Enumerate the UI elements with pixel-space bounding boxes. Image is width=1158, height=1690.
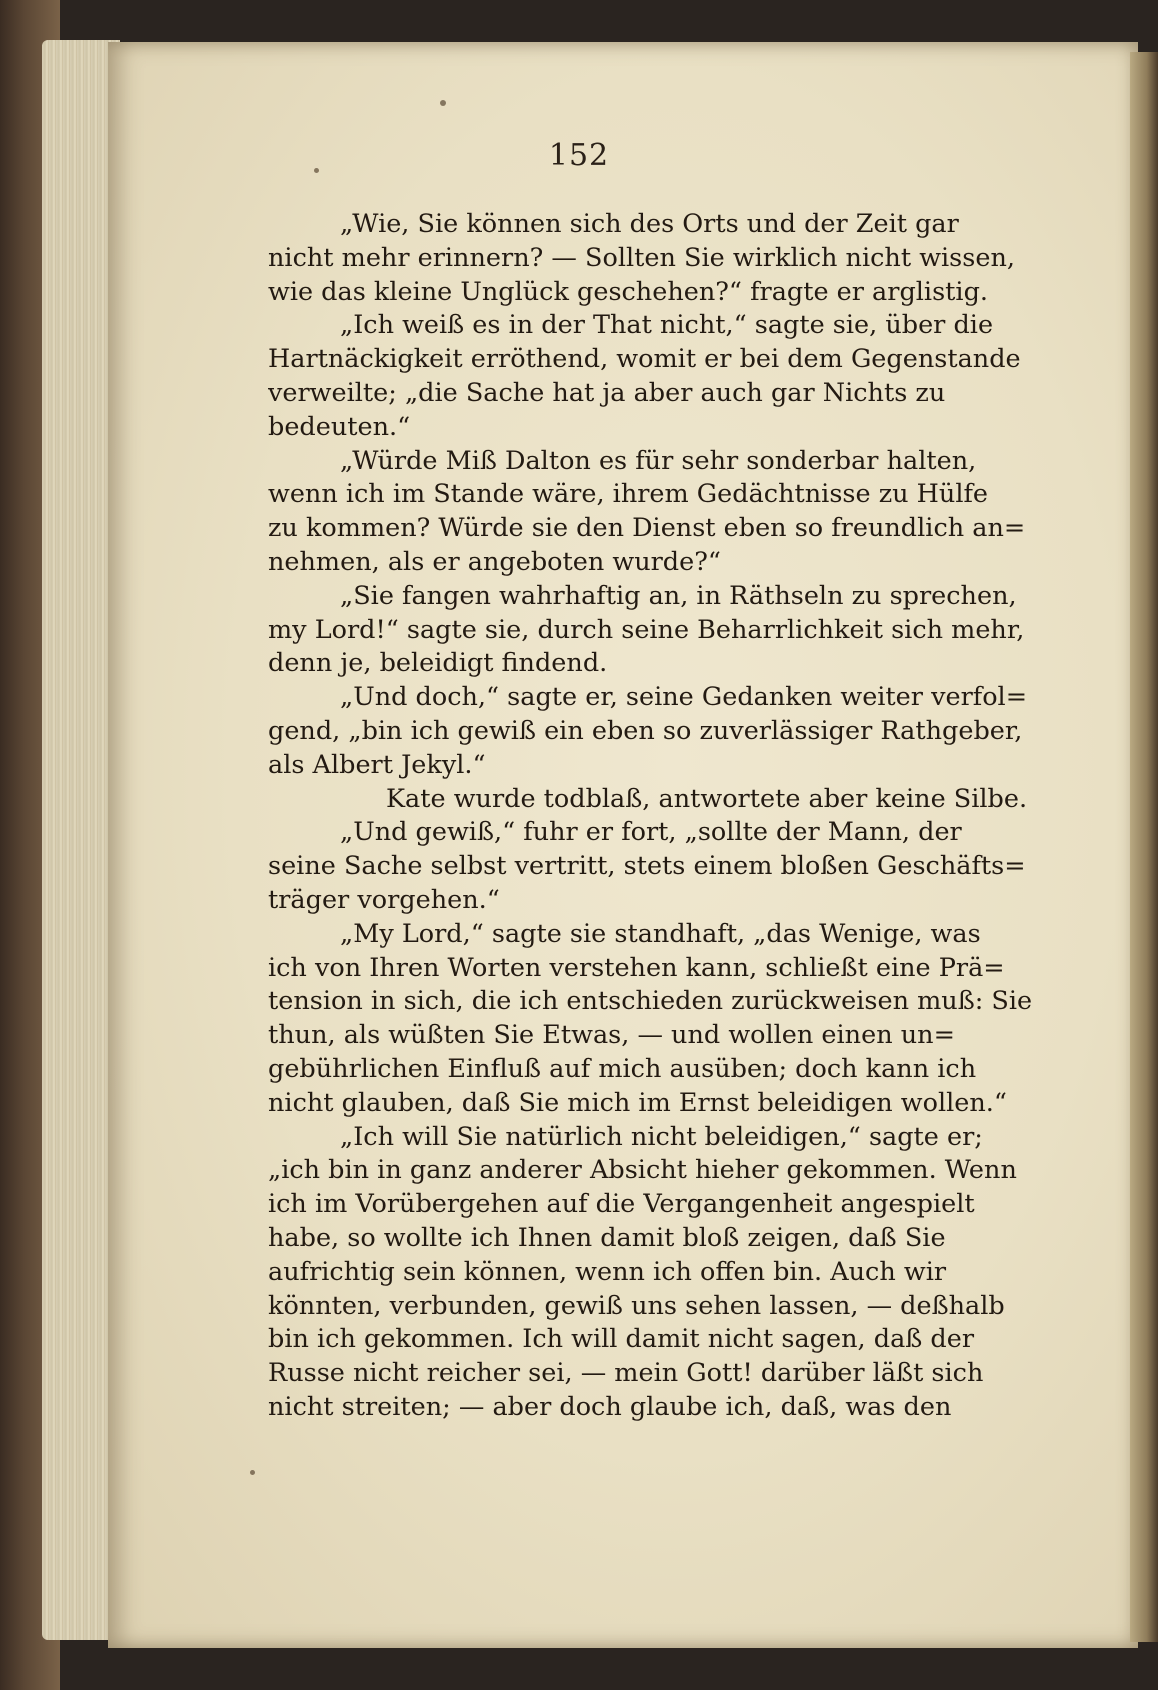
text-line: ich im Vorübergehen auf die Vergangenheit angespielt xyxy=(268,1189,975,1220)
text-line: „Ich weiß es in der That nicht,“ sagte sie, über die xyxy=(340,310,994,341)
page-number: 152 xyxy=(548,138,610,173)
text-line: „Und gewiß,“ fuhr er fort, „sollte der Mann, der xyxy=(340,817,962,848)
text-line: wie das kleine Unglück geschehen?“ fragte er arglistig. xyxy=(268,276,989,307)
text-line: „My Lord,“ sagte sie standhaft, „das Wenige, was xyxy=(340,918,981,949)
page-right-edge xyxy=(1130,52,1158,1642)
text-line: könnten, verbunden, gewiß uns sehen lassen, — deßhalb xyxy=(268,1290,1005,1321)
text-line: gend, „bin ich gewiß ein eben so zuverlässiger Rathgeber, xyxy=(268,715,1023,746)
text-line: verweilte; „die Sache hat ja aber auch gar Nichts zu xyxy=(268,377,946,408)
text-line: my Lord!“ sagte sie, durch seine Beharrlichkeit sich mehr, xyxy=(268,614,1025,645)
text-line: „Und doch,“ sagte er, seine Gedanken weiter verfol= xyxy=(340,682,1028,713)
text-line: bedeuten.“ xyxy=(268,411,411,442)
text-line: aufrichtig sein können, wenn ich offen bin. Auch wir xyxy=(268,1256,947,1287)
text-line: Hartnäckigkeit erröthend, womit er bei dem Gegenstande xyxy=(268,344,1021,375)
paper-speck xyxy=(440,100,446,106)
text-line: denn je, beleidigt findend. xyxy=(268,648,608,679)
text-line: habe, so wollte ich Ihnen damit bloß zeigen, daß Sie xyxy=(268,1222,946,1253)
text-line: bin ich gekommen. Ich will damit nicht sagen, daß der xyxy=(268,1324,975,1355)
text-line: nicht streiten; — aber doch glaube ich, daß, was den xyxy=(268,1391,952,1422)
text-line: „Wie, Sie können sich des Orts und der Zeit gar xyxy=(340,209,959,239)
text-line: „Ich will Sie natürlich nicht beleidigen,“ sagte er; xyxy=(340,1121,983,1152)
text-line: nehmen, als er angeboten wurde?“ xyxy=(268,546,721,577)
page-body-text xyxy=(268,208,1098,1425)
text-line: träger vorgehen.“ xyxy=(268,884,500,915)
text-line: seine Sache selbst vertritt, stets einem bloßen Geschäfts= xyxy=(268,851,1026,882)
text-line: Kate wurde todblaß, antwortete aber keine Silbe. xyxy=(386,783,1028,814)
text-line: wenn ich im Stande wäre, ihrem Gedächtnisse zu Hülfe xyxy=(268,479,989,510)
text-line: tension in sich, die ich entschieden zurückweisen muß: Sie xyxy=(268,986,1033,1017)
text-line: nicht glauben, daß Sie mich im Ernst beleidigen wollen.“ xyxy=(268,1087,1007,1118)
text-line: Russe nicht reicher sei, — mein Gott! darüber läßt sich xyxy=(268,1358,984,1389)
text-line: ich von Ihren Worten verstehen kann, schließt eine Prä= xyxy=(268,952,1005,983)
text-line: zu kommen? Würde sie den Dienst eben so freundlich an= xyxy=(268,513,1026,544)
paper-speck xyxy=(250,1470,255,1475)
text-line: als Albert Jekyl.“ xyxy=(268,749,486,780)
text-line: „ich bin in ganz anderer Absicht hieher gekommen. Wenn xyxy=(268,1155,1017,1186)
text-line: thun, als wüßten Sie Etwas, — und wollen einen un= xyxy=(268,1020,955,1051)
text-line: nicht mehr erinnern? — Sollten Sie wirklich nicht wissen, xyxy=(268,242,1015,273)
text-line: „Sie fangen wahrhaftig an, in Räthseln zu sprechen, xyxy=(340,580,1017,611)
text-line: gebührlichen Einfluß auf mich ausüben; doch kann ich xyxy=(268,1053,977,1084)
text-line: „Würde Miß Dalton es für sehr sonderbar halten, xyxy=(340,445,977,476)
